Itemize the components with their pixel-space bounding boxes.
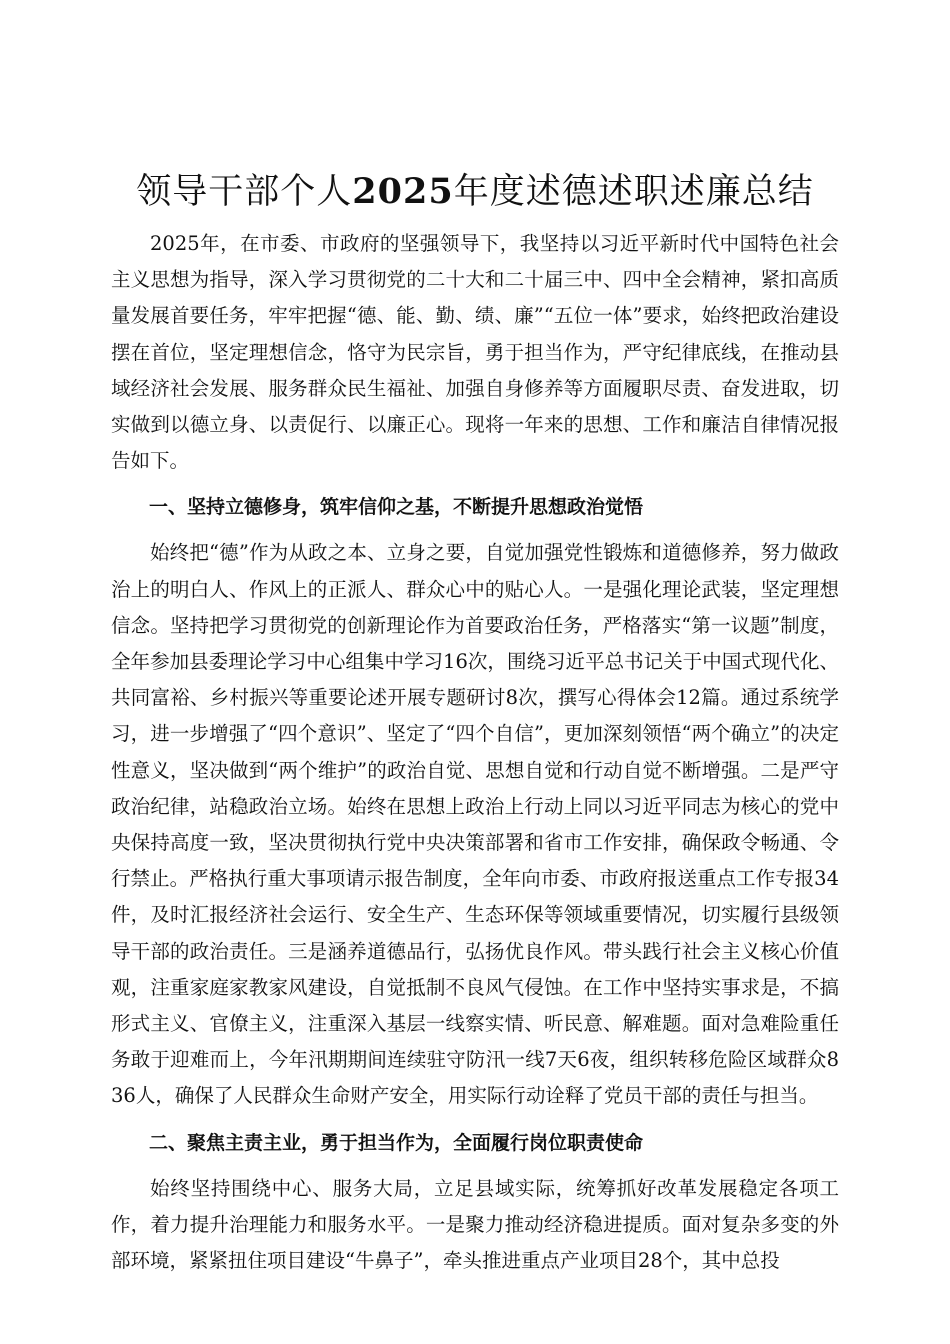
section-body-2: 始终坚持围绕中心、服务大局，立足县域实际，统筹抓好改革发展稳定各项工作，着力提升治理能力和服务水平。一是聚力推动经济稳进提质。面对复杂多变的外部环境，紧紧扭住项目建设“牛鼻子”，牵头推进重点产业项目28个，其中总投 [111, 1176, 839, 1273]
section-heading-2: 二、聚焦主责主业，勇于担当作为，全面履行岗位职责使命 [149, 1131, 644, 1154]
section-heading-1: 一、坚持立德修身，筑牢信仰之基，不断提升思想政治觉悟 [149, 496, 644, 519]
title-year: 2025 [352, 171, 454, 212]
intro-paragraph: 2025年，在市委、市政府的坚强领导下，我坚持以习近平新时代中国特色社会主义思想为指导，深入学习贯彻党的二十大和二十届三中、四中全会精神，紧扣高质量发展首要任务，牢牢把握“德、能、勤、绩、廉”“五位一体”要求，始终把政治建设摆在首位，坚定理想信念，恪守为民宗旨，勇于担当作为，严守纪律底线，在推动县域经济社会发展、服务群众民生福祉、加强自身修养等方面履职尽责、奋发进取，切实做到以德立身、以责促行、以廉正心。现将一年来的思想、工作和廉洁自律情况报告如下。 [111, 232, 839, 473]
document-title [111, 168, 839, 216]
title-prefix: 领导干部个人 [136, 172, 353, 212]
section-body-1: 始终把“德”作为从政之本、立身之要，自觉加强党性锻炼和道德修养，努力做政治上的明白人、作风上的正派人、群众心中的贴心人。一是强化理论武装，坚定理想信念。坚持把学习贯彻党的创新理论作为首要政治任务，严格落实“第一议题”制度，全年参加县委理论学习中心组集中学习16次，围绕习近平总书记关于中国式现代化、共同富裕、乡村振兴等重要论述开展专题研讨8次，撰写心得体会12篇。通过系统学习，进一步增强了“四个意识”、坚定了“四个自信”，更加深刻领悟“两个确立”的决定性意义，坚决做到“两个维护”的政治自觉、思想自觉和行动自觉不断增强。二是严守政治纪律，站稳政治立场。始终在思想上政治上行动上同以习近平同志为核心的党中央保持高度一致，坚决贯彻执行党中央决策部署和省市工作安排，确保政令畅通、令行禁止。严格执行重大事项请示报告制度，全年向市委、市政府报送重点工作专报34件，及时汇报经济社会运行、安全生产、生态环保等领域重要情况，切实履行县级领导干部的政治责任。三是涵养道德品行，弘扬优良作风。带头践行社会主义核心价值观，注重家庭家教家风建设，自觉抵制不良风气侵蚀。在工作中坚持实事求是，不搞形式主义、官僚主义，注重深入基层一线察实情、听民意、解难题。面对急难险重任务敢于迎难而上，今年汛期期间连续驻守防汛一线7天6夜，组织转移危险区域群众836人，确保了人民群众生命财产安全，用实际行动诠释了党员干部的责任与担当。 [111, 541, 839, 1108]
title-suffix: 年度述德述职述廉总结 [453, 172, 814, 212]
